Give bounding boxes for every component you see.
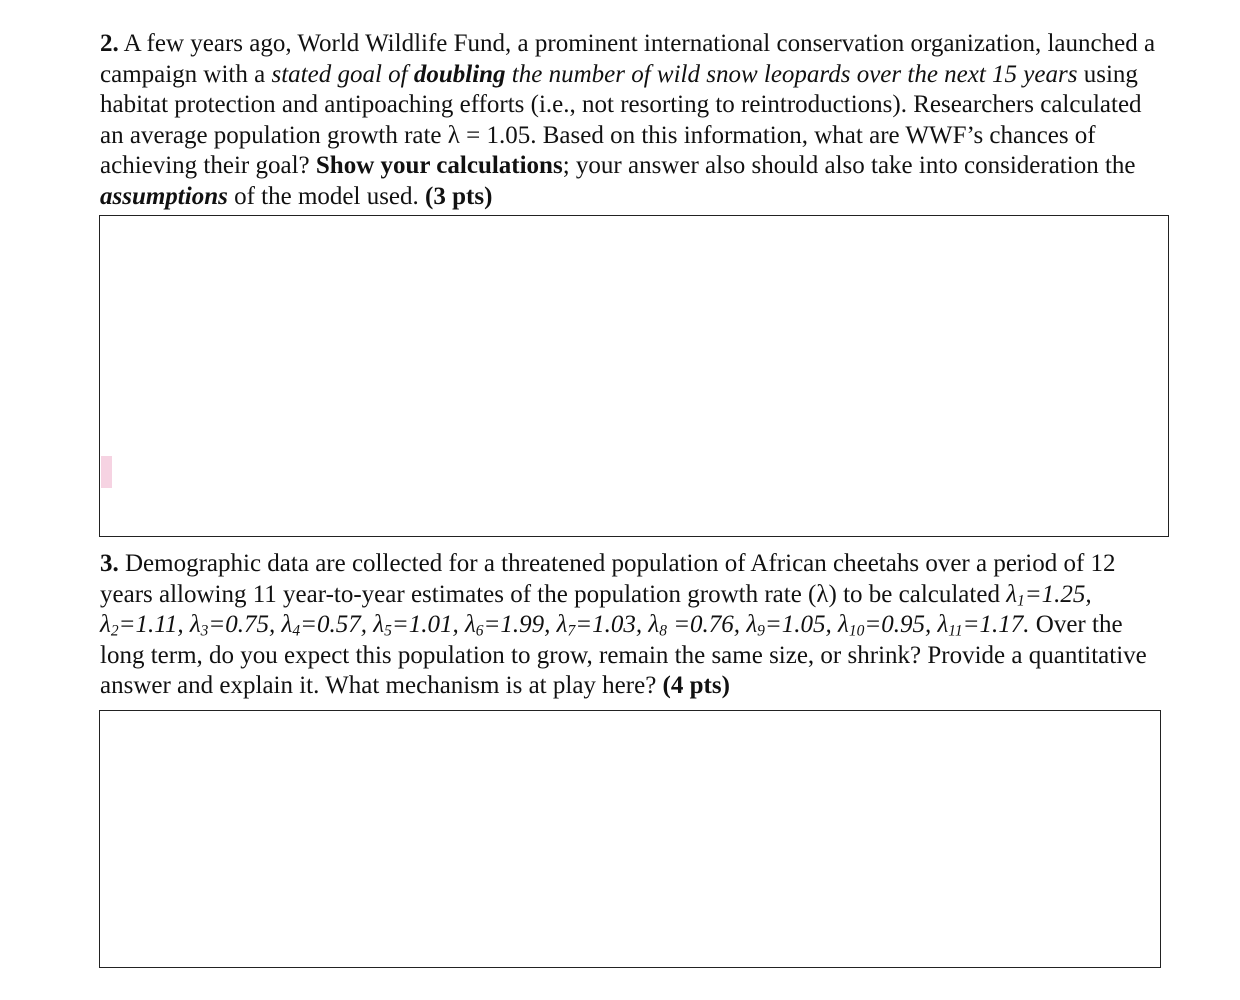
lambda-value: =0.76, <box>666 611 747 638</box>
lambda-estimate <box>373 611 465 638</box>
lambda-subscript: 4 <box>292 622 301 640</box>
lambda-value: =1.01, <box>391 611 465 638</box>
lambda-estimate <box>838 611 937 638</box>
lambda-estimate <box>465 611 557 638</box>
lambda-symbol: λ <box>100 611 111 638</box>
lambda-subscript: 9 <box>757 622 765 640</box>
question-text-cont: using habitat protection and antipoaching efforts (i.e., not resorting to reintroductions). Researchers calculated an average population growth rate λ = 1.05. Based on this information, what are WWF’s chances of achieving their goal? <box>100 60 1142 179</box>
lambda-subscript: 6 <box>475 622 484 640</box>
lambda-value: =0.57, <box>300 611 374 638</box>
lambda-value: =1.03, <box>575 611 649 638</box>
lambda-symbol: λ <box>464 611 476 638</box>
lambda-symbol: λ <box>1006 580 1018 608</box>
lambda-estimate <box>746 611 838 638</box>
lambda-value: =0.75, <box>208 611 282 638</box>
lambda-subscript: 10 <box>848 622 865 640</box>
points-label: (3 pts) <box>425 182 493 210</box>
question-2 <box>100 29 1160 212</box>
lambda-subscript: 1 <box>1017 591 1025 609</box>
question-text-cont-2: ; your answer also should also take into consideration the <box>562 152 1136 179</box>
lambda-estimate <box>190 611 282 638</box>
goal-text: stated goal of <box>271 60 414 88</box>
lambda-symbol: λ <box>281 611 293 638</box>
answer-box-question-3[interactable] <box>99 710 1161 968</box>
text-cursor-highlight <box>101 456 112 488</box>
lambda-value: =1.11, <box>118 611 190 638</box>
lambda-estimate <box>100 611 190 638</box>
lambda-symbol: λ <box>556 611 568 638</box>
goal-text-end: the number of wild snow leopards over the next 15 years <box>505 60 1078 88</box>
lambda-value: =1.25, <box>1024 580 1092 608</box>
lambda-symbol: λ <box>746 611 758 638</box>
question-text-cont-3: of the model used. <box>227 182 426 210</box>
lambda-symbol: λ <box>373 611 385 638</box>
answer-box-question-2[interactable] <box>99 215 1169 537</box>
lambda-estimate <box>648 611 746 638</box>
lambda-value: =0.95, <box>864 611 938 638</box>
lambda-estimate <box>1006 581 1091 608</box>
lambda-subscript: 8 <box>659 622 667 640</box>
question-number: 3. <box>100 550 119 577</box>
goal-emphasis: doubling <box>413 60 506 88</box>
lambda-value: =1.99, <box>483 611 557 638</box>
lambda-symbol: λ <box>838 611 849 638</box>
question-number: 2. <box>100 30 119 57</box>
show-calculations-emphasis: Show your calculations <box>315 152 563 179</box>
points-label: (4 pts) <box>662 672 730 699</box>
lambda-symbol: λ <box>937 611 949 638</box>
lambda-value: =1.05, <box>764 611 839 638</box>
question-3 <box>100 549 1160 702</box>
question-text: A few years ago, World Wildlife Fund, a prominent international conservation organization, launched a campaign with a <box>100 30 1156 88</box>
lambda-subscript: 3 <box>200 622 209 640</box>
lambda-estimate <box>937 611 1029 638</box>
lambda-subscript: 11 <box>948 622 963 640</box>
assumptions-emphasis: assumptions <box>100 182 228 210</box>
lambda-subscript: 2 <box>110 622 119 640</box>
question-intro: Demographic data are collected for a threatened population of African cheetahs over a period of 12 years allowing 11 year-to-year estimates of the population growth rate (λ) to be calculated <box>100 550 1116 608</box>
lambda-estimate <box>282 611 374 638</box>
lambda-subscript: 5 <box>384 622 392 640</box>
question-text-cont: Over the long term, do you expect this population to grow, remain the same size, or shrink? Provide a quantitative answer and explain it. What mechanism is at play here? <box>100 611 1147 699</box>
lambda-subscript: 7 <box>567 622 576 640</box>
lambda-value: =1.17. <box>962 611 1030 638</box>
lambda-symbol: λ <box>648 611 660 638</box>
lambda-estimate <box>557 611 649 638</box>
lambda-symbol: λ <box>189 611 201 638</box>
